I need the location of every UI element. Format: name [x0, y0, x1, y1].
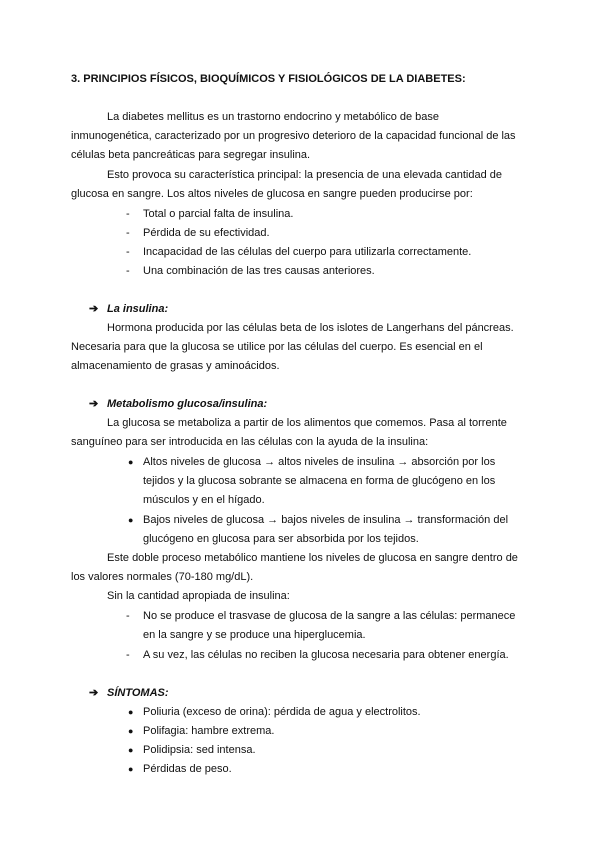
bullet-icon: ● — [128, 457, 134, 467]
symptom-item: Poliuria (exceso de orina): pérdida de agua y electrolitos. — [143, 706, 421, 718]
section-heading-metabolismo — [89, 397, 267, 411]
dash-text: en la sangre y se produce una hiperglucemia. — [143, 629, 366, 641]
bullet-text: glucógeno en glucosa para ser absorbida por los tejidos. — [143, 533, 419, 545]
arrow-icon: ➔ — [89, 303, 99, 315]
bullet-icon: ● — [128, 726, 134, 736]
cause-item: Una combinación de las tres causas anteriores. — [143, 265, 375, 277]
intro-line-1: La diabetes mellitus es un trastorno endocrino y metabólico de base — [107, 111, 440, 123]
bullet-icon: ● — [128, 745, 134, 755]
metabolismo-p3: Sin la cantidad apropiada de insulina: — [107, 590, 290, 602]
intro-p2-line-2: glucosa en sangre. Los altos niveles de glucosa en sangre pueden producirse por: — [71, 188, 473, 200]
section-heading-insulina — [89, 302, 168, 316]
arrow-icon: ➔ — [89, 398, 99, 410]
metabolismo-line-2: sanguíneo para ser introducida en las células con la ayuda de la insulina: — [71, 436, 429, 448]
bullet-icon: ● — [128, 764, 134, 774]
dash-text: A su vez, las células no reciben la glucosa necesaria para obtener energía. — [143, 649, 509, 661]
page-title: 3. PRINCIPIOS FÍSICOS, BIOQUÍMICOS Y FISIOLÓGICOS DE LA DIABETES: — [71, 73, 466, 85]
dash-marker: - — [126, 649, 130, 661]
metabolismo-p2-line-2: los valores normales (70-180 mg/dL). — [71, 571, 254, 583]
insulina-line-3: almacenamiento de grasas y aminoácidos. — [71, 360, 280, 372]
symptom-item: Pérdidas de peso. — [143, 763, 232, 775]
dash-marker: - — [126, 208, 130, 220]
symptom-item: Polifagia: hambre extrema. — [143, 725, 275, 737]
metabolismo-line-1: La glucosa se metaboliza a partir de los alimentos que comemos. Pasa al torrente — [107, 417, 507, 429]
arrow-icon: ➔ — [89, 687, 99, 699]
bullet-icon: ● — [128, 515, 134, 525]
intro-p2-line-1: Esto provoca su característica principal: la presencia de una elevada cantidad de — [107, 169, 503, 181]
metabolismo-p2-line-1: Este doble proceso metabólico mantiene los niveles de glucosa en sangre dentro de — [107, 552, 518, 564]
bullet-text: tejidos y la glucosa sobrante se almacena en forma de glucógeno en los — [143, 475, 496, 487]
bullet-text: Altos niveles de glucosa → altos niveles de insulina → absorción por los — [143, 456, 496, 468]
bullet-icon: ● — [128, 707, 134, 717]
bullet-text: músculos y en el hígado. — [143, 494, 265, 506]
dash-marker: - — [126, 265, 130, 277]
section-heading-label: Metabolismo glucosa/insulina: — [107, 398, 268, 410]
section-heading-label: SÍNTOMAS: — [107, 687, 169, 699]
dash-text: No se produce el trasvase de glucosa de la sangre a las células: permanece — [143, 610, 516, 622]
cause-item: Incapacidad de las células del cuerpo para utilizarla correctamente. — [143, 246, 472, 258]
cause-item: Pérdida de su efectividad. — [143, 227, 270, 239]
dash-marker: - — [126, 246, 130, 258]
insulina-line-1: Hormona producida por las células beta de los islotes de Langerhans del páncreas. — [107, 322, 514, 334]
cause-item: Total o parcial falta de insulina. — [143, 208, 294, 220]
section-heading-sintomas — [89, 686, 169, 700]
intro-line-2: inmunogenética, caracterizado por un progresivo deterioro de la capacidad funcional de las — [71, 130, 516, 142]
bullet-text: Bajos niveles de glucosa → bajos niveles de insulina → transformación del — [143, 514, 509, 526]
symptom-item: Polidipsia: sed intensa. — [143, 744, 256, 756]
section-heading-label: La insulina: — [107, 303, 169, 315]
dash-marker: - — [126, 610, 130, 622]
dash-marker: - — [126, 227, 130, 239]
insulina-line-2: Necesaria para que la glucosa se utilice por las células del cuerpo. Es esencial en el — [71, 341, 483, 353]
intro-line-3: células beta pancreáticas para segregar insulina. — [71, 149, 311, 161]
